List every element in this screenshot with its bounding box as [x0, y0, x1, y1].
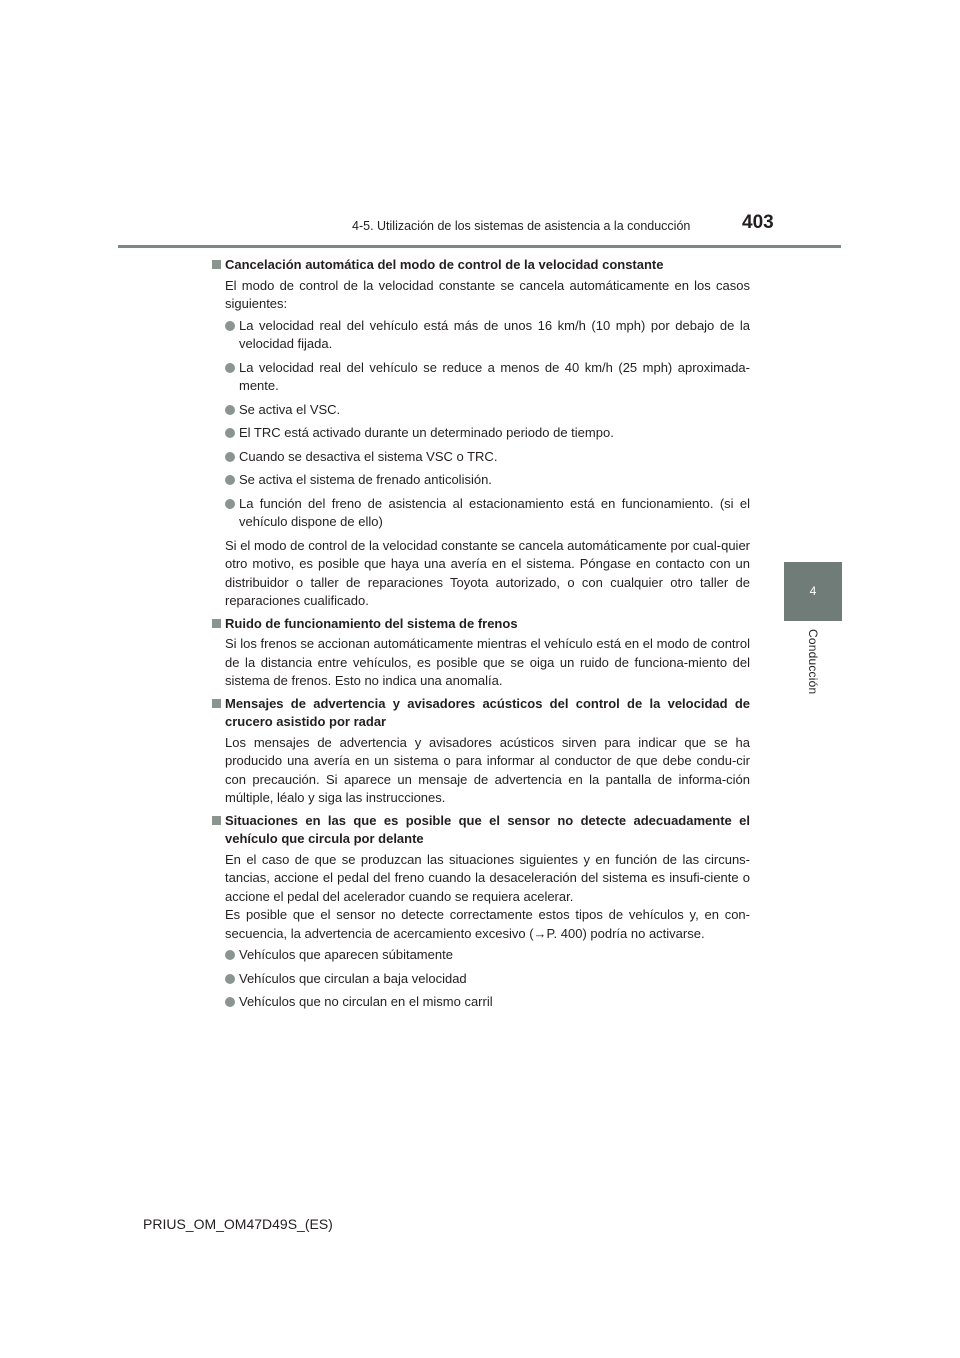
list-item-text: Se activa el sistema de frenado anticolisión. — [239, 472, 492, 487]
section-heading — [212, 812, 750, 849]
section-heading-text: Situaciones en las que es posible que el sensor no detecte adecuadamente el vehículo que circula por delante — [225, 812, 750, 846]
list-item-text: Se activa el VSC. — [239, 401, 341, 417]
section-auto-cancel — [212, 256, 750, 611]
section-warnings — [212, 695, 750, 808]
square-bullet-icon — [212, 619, 221, 628]
list-item — [212, 317, 750, 354]
circle-bullet-icon — [225, 428, 235, 438]
circle-bullet-icon — [225, 950, 235, 960]
list-item — [212, 424, 750, 443]
circle-bullet-icon — [225, 499, 235, 509]
list-item-text: Vehículos que no circulan en el mismo carril — [239, 994, 493, 1009]
circle-bullet-icon — [225, 475, 235, 485]
list-item — [212, 401, 750, 420]
chapter-tab — [784, 562, 842, 621]
list-item — [212, 946, 750, 965]
footer-doc-code: PRIUS_OM_OM47D49S_(ES) — [143, 1216, 333, 1232]
section-body: Los mensajes de advertencia y avisadores acústicos sirven para indicar que se ha producido una avería en un sistema o para informar al conductor de que debe condu-cir con precaución. Si aparece un mensaje de advertencia en la pantalla de informa-ción múltiple, léalo y siga las instrucciones. — [225, 734, 750, 805]
section-body-text: En el caso de que se produzcan las situaciones siguientes y en función de las circuns-tancias, accione el pedal del freno cuando la desaceleración del sistema es insufi-ciente o accione el pedal del acelerador cuando se requiera acelerar. — [225, 851, 750, 904]
circle-bullet-icon — [225, 997, 235, 1007]
section-body — [212, 851, 750, 907]
circle-bullet-icon — [225, 363, 235, 373]
list-item — [212, 359, 750, 396]
square-bullet-icon — [212, 260, 221, 269]
header-section-title: 4-5. Utilización de los sistemas de asistencia a la conducción — [352, 219, 691, 233]
section-sensor-detection — [212, 812, 750, 1012]
section-heading-text: Mensajes de advertencia y avisadores acústicos del control de la velocidad de crucero asistido por radar — [225, 695, 750, 729]
circle-bullet-icon — [225, 452, 235, 462]
list-item — [212, 471, 750, 490]
list-item — [212, 993, 750, 1012]
square-bullet-icon — [212, 699, 221, 708]
section-body-text: Es posible que el sensor no detecte correctamente estos tipos de vehículos y, en con-secuencia, la advertencia de acercamiento excesivo (→P. 400) podría no activarse. — [225, 907, 750, 941]
square-bullet-icon — [212, 816, 221, 825]
circle-bullet-icon — [225, 321, 235, 331]
page-content — [212, 256, 750, 1017]
section-heading — [212, 615, 750, 634]
list-item-text: La velocidad real del vehículo está más de unos 16 km/h (10 mph) por debajo de la velocidad fijada. — [239, 317, 750, 351]
list-item — [212, 448, 750, 467]
circle-bullet-icon — [225, 974, 235, 984]
circle-bullet-icon — [225, 405, 235, 415]
list-item-text: La función del freno de asistencia al estacionamiento está en funcionamiento. (si el vehículo dispone de ello) — [239, 495, 750, 529]
chapter-label: Conducción — [806, 629, 820, 695]
page-number: 403 — [742, 212, 774, 233]
section-heading-text: Cancelación automática del modo de control de la velocidad constante — [225, 257, 664, 272]
list-item-text: Vehículos que circulan a baja velocidad — [239, 970, 467, 986]
section-heading — [212, 695, 750, 732]
list-item-text: Vehículos que aparecen súbitamente — [239, 947, 453, 962]
section-brake-noise — [212, 615, 750, 691]
section-heading — [212, 256, 750, 275]
chapter-number: 4 — [809, 584, 817, 598]
section-body: Si los frenos se accionan automáticamente mientras el vehículo está en el modo de control de la distancia entre vehículos, es posible que se oiga un ruido de funciona-miento del sistema de frenos. Esto no indica una anomalía. — [225, 636, 750, 688]
bullet-list — [212, 317, 750, 532]
list-item — [212, 970, 750, 989]
section-body-2 — [212, 906, 750, 943]
list-item-text: Cuando se desactiva el sistema VSC o TRC. — [239, 448, 498, 464]
section-intro: El modo de control de la velocidad constante se cancela automáticamente en los casos siguientes: — [225, 277, 750, 311]
list-item-text: El TRC está activado durante un determinado periodo de tiempo. — [239, 425, 614, 440]
section-heading-text: Ruido de funcionamiento del sistema de frenos — [225, 615, 518, 631]
section-outro: Si el modo de control de la velocidad constante se cancela automáticamente por cual-quier otro motivo, es posible que haya una avería en el sistema. Póngase en contacto con un distribuidor o taller de reparaciones Toyota autorizado, o con cualquier otro taller de reparaciones cualificado. — [225, 537, 750, 608]
bullet-list — [212, 946, 750, 1012]
list-item — [212, 495, 750, 532]
header-rule — [118, 245, 841, 248]
list-item-text: La velocidad real del vehículo se reduce a menos de 40 km/h (25 mph) aproximada-mente. — [239, 359, 750, 393]
